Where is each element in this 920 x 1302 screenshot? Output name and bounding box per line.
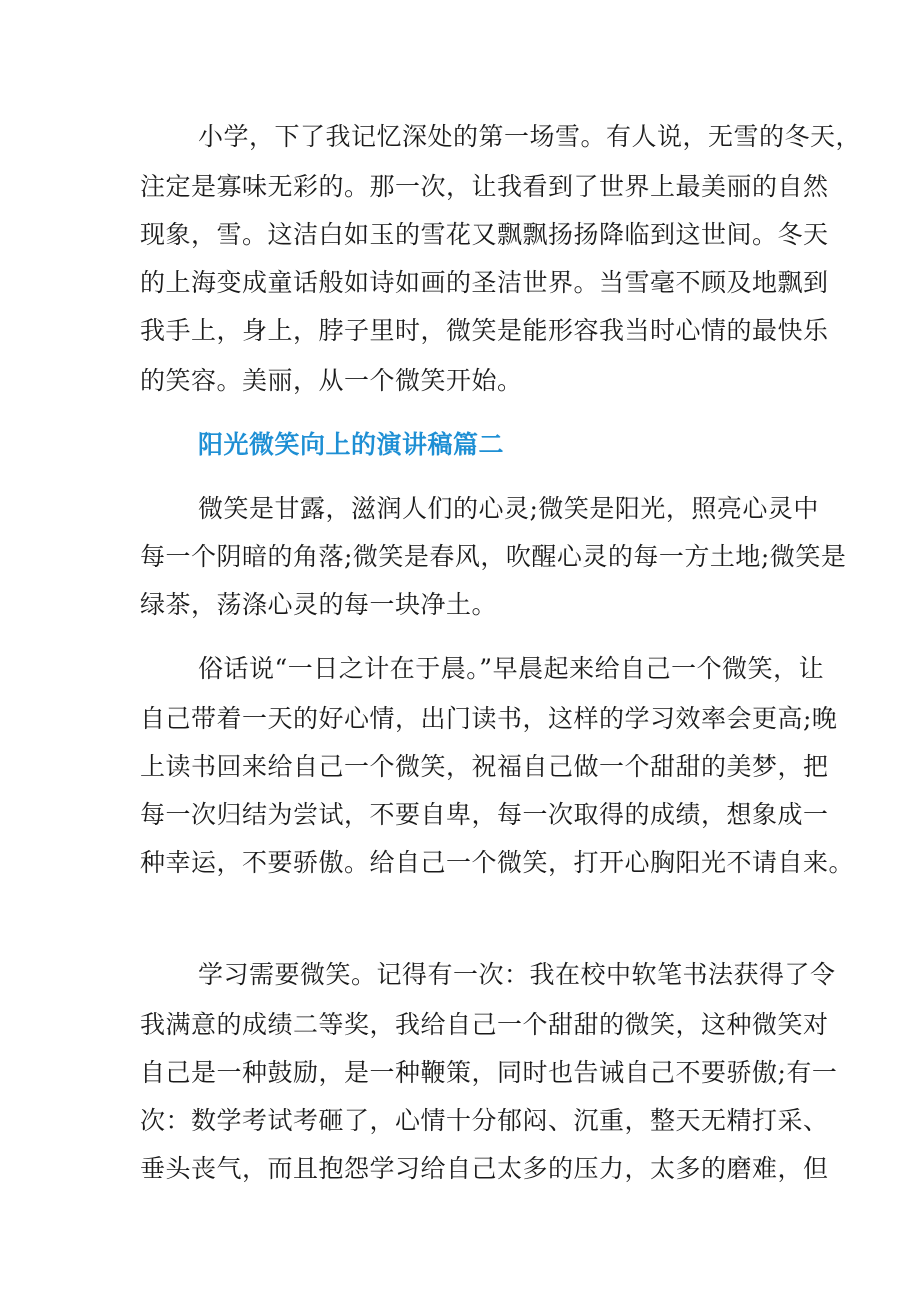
paragraph-line: 我满意的成绩二等奖，我给自己一个甜甜的微笑，这种微笑对 [140,1010,829,1039]
paragraph-line: 现象，雪。这洁白如玉的雪花又飘飘扬扬降临到这世间。冬天 [140,220,829,249]
paragraph-line: 上读书回来给自己一个微笑，祝福自己做一个甜甜的美梦，把 [140,752,829,781]
paragraph-line: 种幸运，不要骄傲。给自己一个微笑，打开心胸阳光不请自来。 [140,848,855,877]
section-heading: 阳光微笑向上的演讲稿篇二 [198,430,505,459]
paragraph-line: 的笑容。美丽，从一个微笑开始。 [140,366,523,395]
paragraph-line: 学习需要微笑。记得有一次：我在校中软笔书法获得了令 [198,960,836,989]
paragraph-line: 微笑是甘露，滋润人们的心灵;微笑是阳光，照亮心灵中 [198,494,819,523]
paragraph-line: 每一个阴暗的角落;微笑是春风，吹醒心灵的每一方土地;微笑是 [140,542,847,571]
paragraph-line: 绿茶，荡涤心灵的每一块净土。 [140,590,498,619]
paragraph-line: 小学，下了我记忆深处的第一场雪。有人说，无雪的冬天， [198,122,862,151]
paragraph-line: 次：数学考试考砸了，心情十分郁闷、沉重，整天无精打采、 [140,1106,829,1135]
paragraph-line: 的上海变成童话般如诗如画的圣洁世界。当雪毫不顾及地飘到 [140,268,829,297]
paragraph-line: 俗话说“一日之计在于晨。”早晨起来给自己一个微笑，让 [198,654,825,683]
paragraph-line: 垂头丧气，而且抱怨学习给自己太多的压力，太多的磨难，但 [140,1154,829,1183]
paragraph-line: 自己带着一天的好心情，出门读书，这样的学习效率会更高;晚 [140,704,838,733]
paragraph-line: 自己是一种鼓励，是一种鞭策，同时也告诫自己不要骄傲;有一 [140,1058,838,1087]
paragraph-line: 每一次归结为尝试，不要自卑，每一次取得的成绩，想象成一 [140,800,829,829]
paragraph-line: 注定是寡味无彩的。那一次，让我看到了世界上最美丽的自然 [140,172,829,201]
paragraph-line: 我手上，身上，脖子里时，微笑是能形容我当时心情的最快乐 [140,316,829,345]
